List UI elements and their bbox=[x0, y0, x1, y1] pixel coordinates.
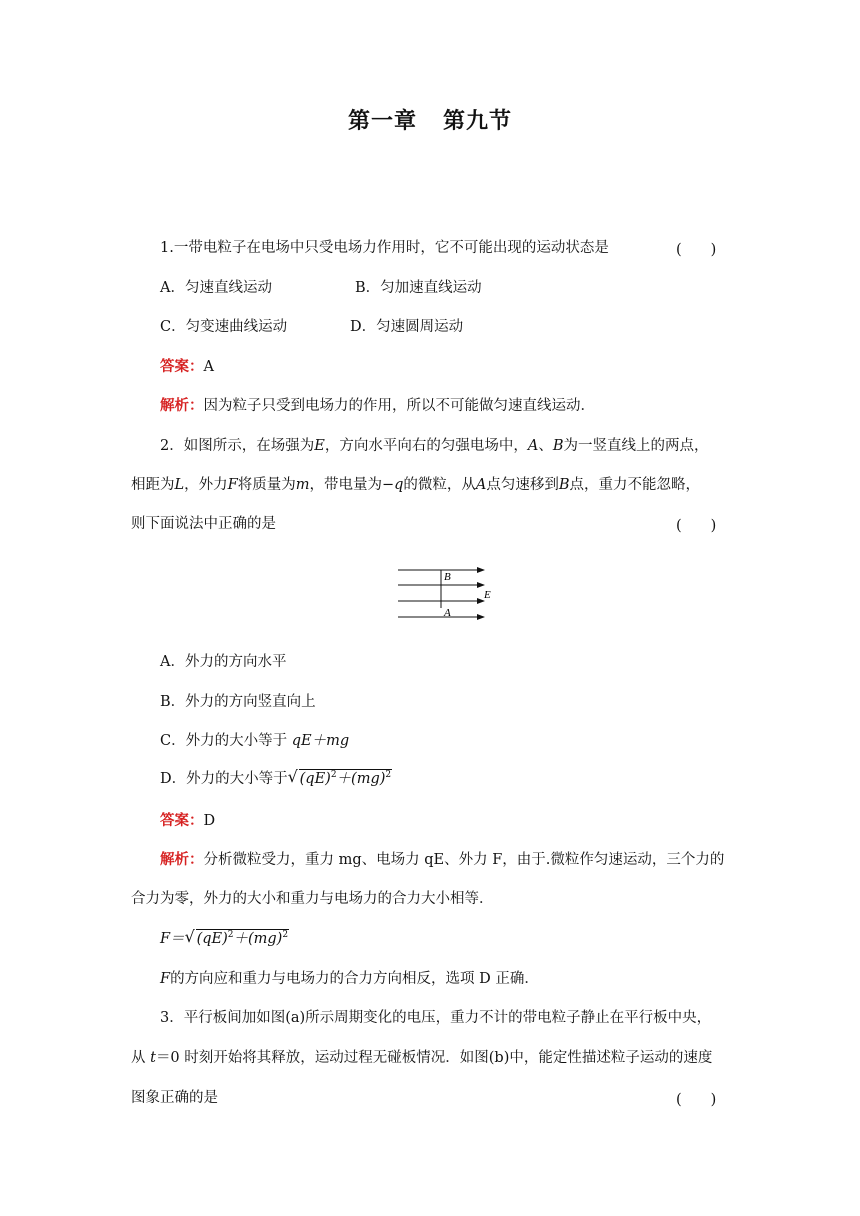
answer-value: D bbox=[203, 813, 216, 829]
q1-option-a: A．匀速直线运动 bbox=[160, 280, 272, 296]
label-a: A bbox=[444, 607, 451, 619]
analysis-label: 解析： bbox=[160, 397, 204, 414]
chapter-title: 第一章 bbox=[347, 108, 417, 134]
analysis-label: 解析： bbox=[160, 851, 204, 868]
sqrt-expression: √ (qE)$^2$＋(mg)$^2$ bbox=[185, 929, 290, 949]
q2-answer-paren: ( ) bbox=[676, 518, 717, 534]
q1-option-c: C．匀变速曲线运动 bbox=[160, 319, 288, 335]
q2-analysis-line3: F的方向应和重力与电场力的合力方向相反，选项 D 正确． bbox=[160, 971, 539, 987]
q1-answer-paren: ( ) bbox=[676, 242, 717, 258]
analysis-text: 分析微粒受力，重力 mg、电场力 qE、外力 F，由于.微粒作匀速运动，三个力的 bbox=[203, 852, 725, 868]
answer-label: 答案： bbox=[160, 358, 204, 375]
answer-value: A bbox=[203, 359, 214, 375]
page-title bbox=[0, 104, 860, 135]
q2-option-a: A．外力的方向水平 bbox=[160, 654, 287, 670]
q3-stem-line3: 图象正确的是 bbox=[131, 1090, 218, 1106]
q2-analysis-line1 bbox=[160, 850, 724, 870]
q2-stem-line1: 2．如图所示，在场强为E，方向水平向右的匀强电场中，A、B为一竖直线上的两点， bbox=[160, 438, 709, 454]
q2-stem-line3: 则下面说法中正确的是 bbox=[131, 516, 276, 532]
label-b: B bbox=[444, 571, 451, 583]
q1-option-b: B．匀加速直线运动 bbox=[355, 280, 482, 296]
q2-option-d: D．外力的大小等于√ (qE)$^2$＋(mg)$^2$ bbox=[160, 769, 392, 789]
q2-formula: F＝√ (qE)$^2$＋(mg)$^2$ bbox=[160, 929, 289, 949]
q3-stem-line1: 3．平行板间加如图(a)所示周期变化的电压，重力不计的带电粒子静止在平行板中央， bbox=[160, 1010, 712, 1026]
analysis-text: 因为粒子只受到电场力的作用，所以不可能做匀速直线运动． bbox=[203, 398, 595, 414]
q3-stem-line2: 从 t＝0 时刻开始将其释放，运动过程无碰板情况．如图(b)中，能定性描述粒子运动的速度 bbox=[131, 1050, 713, 1066]
q1-analysis bbox=[160, 396, 595, 416]
q2-option-c: C．外力的大小等于 qE＋mg bbox=[160, 733, 350, 749]
answer-label: 答案： bbox=[160, 812, 204, 829]
q2-analysis-line2: 合力为零，外力的大小和重力与电场力的合力大小相等． bbox=[131, 891, 494, 907]
electric-field-figure bbox=[390, 562, 500, 626]
q3-answer-paren: ( ) bbox=[676, 1092, 717, 1108]
section-title: 第九节 bbox=[443, 108, 513, 134]
q1-option-d: D．匀速圆周运动 bbox=[350, 319, 464, 335]
q2-option-b: B．外力的方向竖直向上 bbox=[160, 694, 316, 710]
q2-answer bbox=[160, 811, 215, 831]
sqrt-expression: √ (qE)$^2$＋(mg)$^2$ bbox=[288, 769, 393, 789]
q2-stem-line2: 相距为L，外力F将质量为m，带电量为−q的微粒，从A点匀速移到B点，重力不能忽略， bbox=[131, 477, 701, 493]
q1-answer bbox=[160, 357, 214, 377]
q1-stem: 1.一带电粒子在电场中只受电场力作用时，它不可能出现的运动状态是 bbox=[160, 240, 609, 256]
label-e: E bbox=[484, 589, 491, 601]
